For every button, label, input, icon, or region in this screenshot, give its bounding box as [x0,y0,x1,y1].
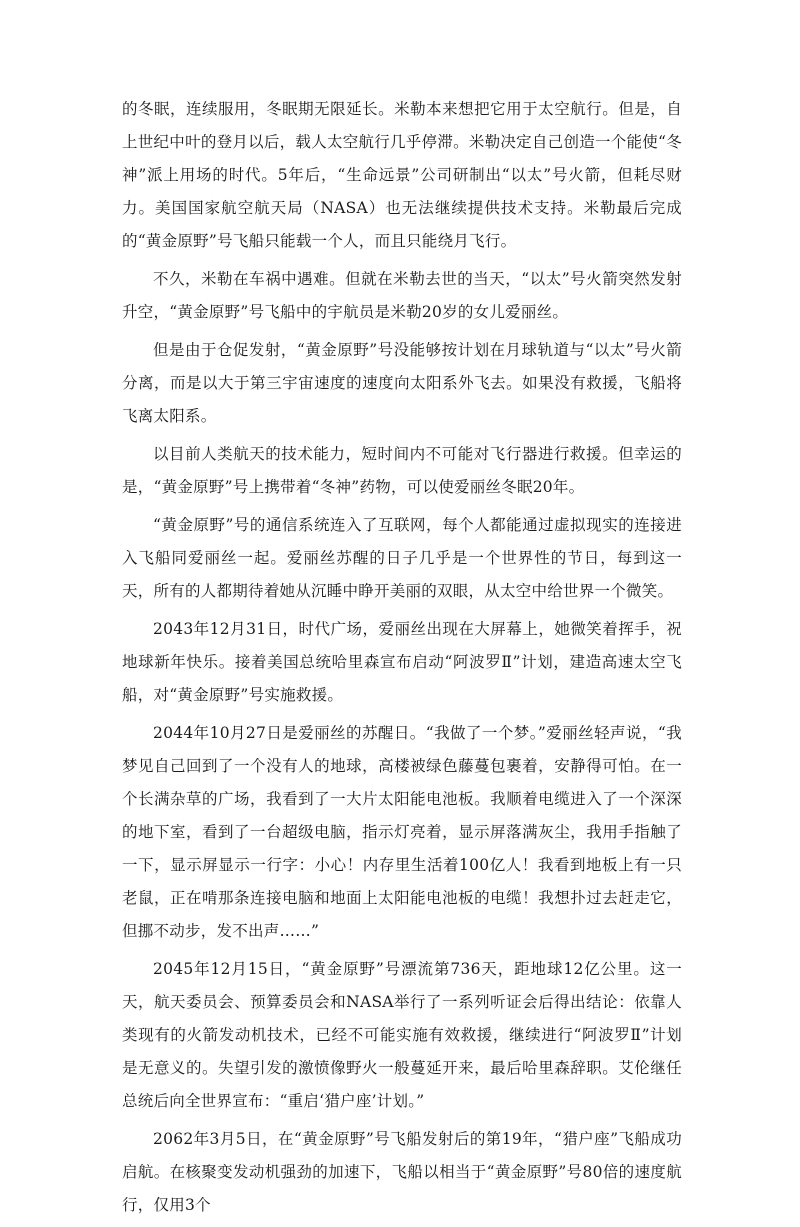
paragraph: “黄金原野”号的通信系统连入了互联网，每个人都能通过虚拟现实的连接进入飞船同爱丽丝一起。爱丽丝苏醒的日子几乎是一个世界性的节日，每到这一天，所有的人都期待着她从沉睡中睁开美丽的双眼，从太空中给世界一个微笑。 [122,516,682,600]
paragraph: 2043年12月31日，时代广场，爱丽丝出现在大屏幕上，她微笑着挥手，祝地球新年快乐。接着美国总统哈里森宣布启动“阿波罗Ⅱ”计划，建造高速太空飞船，对“黄金原野”号实施救援。 [122,620,682,704]
paragraph: 以目前人类航天的技术能力，短时间内不可能对飞行器进行救援。但幸运的是，“黄金原野”号上携带着“冬神”药物，可以使爱丽丝冬眠20年。 [122,445,682,496]
paragraph: 但是由于仓促发射，“黄金原野”号没能够按计划在月球轨道与“以太”号火箭分离，而是以大于第三宇宙速度的速度向太阳系外飞去。如果没有救援，飞船将飞离太阳系。 [122,341,682,425]
paragraph: 2045年12月15日，“黄金原野”号漂流第736天，距地球12亿公里。这一天，航天委员会、预算委员会和NASA举行了一系列听证会后得出结论：依靠人类现有的火箭发动机技术，已经不可能实施有效救援，继续进行“阿波罗Ⅱ”计划是无意义的。失望引发的激愤像野火一般蔓延开来，最后哈里森辞职。艾伦继任总统后向全世界宣布：“重启‘猎户座’计划。” [122,960,682,1110]
paragraph: 2044年10月27日是爱丽丝的苏醒日。“我做了一个梦。”爱丽丝轻声说，“我梦见自己回到了一个没有人的地球，高楼被绿色藤蔓包裹着，安静得可怕。在一个长满杂草的广场，我看到了一大片太阳能电池板。我顺着电缆进入了一个深深的地下室，看到了一台超级电脑，指示灯亮着，显示屏落满灰尘，我用手指触了一下，显示屏显示一行字：小心！内存里生活着100亿人！我看到地板上有一只老鼠，正在啃那条连接电脑和地面上太阳能电池板的电缆！我想扑过去赶走它，但挪不动步，发不出声……” [122,724,682,940]
paragraph: 不久，米勒在车祸中遇难。但就在米勒去世的当天，“以太”号火箭突然发射升空，“黄金原野”号飞船中的宇航员是米勒20岁的女儿爱丽丝。 [122,270,682,321]
paragraph: 2062年3月5日，在“黄金原野”号飞船发射后的第19年，“猎户座”飞船成功启航。在核聚变发动机强劲的加速下，飞船以相当于“黄金原野”号80倍的速度航行，仅用3个 [122,1130,682,1214]
article-body [122,93,682,1227]
paragraph: 的冬眠，连续服用，冬眠期无限延长。米勒本来想把它用于太空航行。但是，自上世纪中叶的登月以后，载人太空航行几乎停滞。米勒决定自己创造一个能使“冬神”派上用场的时代。5年后，“生命远景”公司研制出“以太”号火箭，但耗尽财力。美国国家航空航天局（NASA）也无法继续提供技术支持。米勒最后完成的“黄金原野”号飞船只能载一个人，而且只能绕月飞行。 [122,100,682,250]
